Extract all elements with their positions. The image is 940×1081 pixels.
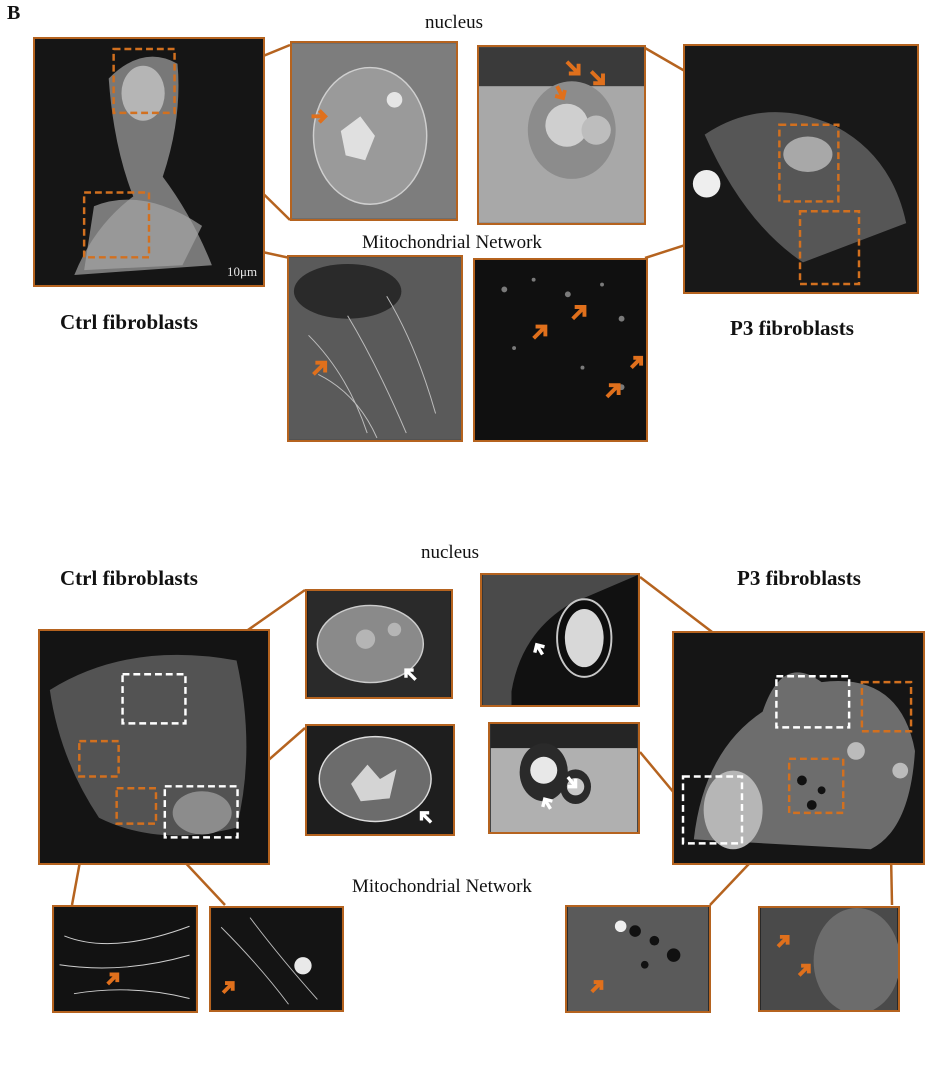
bottom-p3-network-image-2	[758, 906, 900, 1012]
top-nucleus-label: nucleus	[425, 12, 484, 33]
top-p3-network-image	[473, 258, 648, 442]
bottom-ctrl-network-image-1	[52, 905, 198, 1013]
bottom-ctrl-nucleus-image-2	[305, 724, 455, 836]
top-ctrl-label: Ctrl fibroblasts	[60, 310, 198, 334]
bottom-ctrl-network-image-2	[209, 906, 344, 1012]
bottom-nucleus-label: nucleus	[421, 542, 480, 563]
top-ctrl-overview-image	[33, 37, 265, 287]
bottom-p3-network-image-1	[565, 905, 711, 1013]
scale-bar-label: 10μm	[227, 264, 258, 279]
bottom-ctrl-nucleus-image-1	[305, 589, 453, 699]
bottom-ctrl-overview-image	[38, 629, 270, 865]
bottom-ctrl-label: Ctrl fibroblasts	[60, 566, 198, 590]
bottom-p3-overview-image	[672, 631, 925, 865]
top-ctrl-nucleus-image	[290, 41, 458, 221]
bottom-p3-nucleus-image-1	[480, 573, 640, 707]
top-p3-nucleus-image	[477, 45, 646, 225]
bottom-network-label: Mitochondrial Network	[352, 876, 532, 897]
panel-label: B	[7, 2, 21, 24]
top-p3-label: P3 fibroblasts	[730, 316, 854, 340]
top-p3-overview-image	[683, 44, 919, 294]
bottom-p3-nucleus-image-2	[488, 722, 640, 834]
bottom-p3-label: P3 fibroblasts	[737, 566, 861, 590]
top-ctrl-network-image	[287, 255, 463, 442]
top-network-label: Mitochondrial Network	[362, 232, 542, 253]
